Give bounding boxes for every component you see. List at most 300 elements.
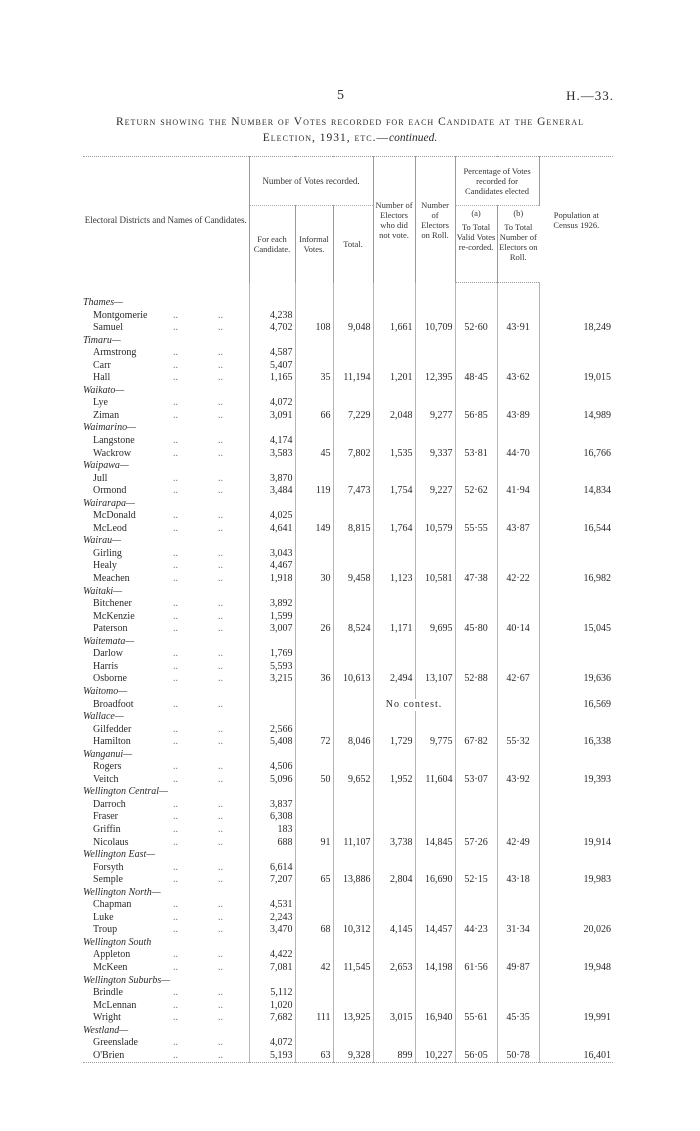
total-votes: 9,652 — [333, 774, 373, 787]
empty-cell — [455, 460, 497, 473]
percentage-electors-roll — [497, 473, 539, 486]
population-value — [539, 724, 613, 737]
leader-dots: .. — [173, 736, 178, 748]
empty-cell — [295, 849, 333, 862]
candidate-row — [83, 523, 613, 536]
candidate-name: Darlow — [93, 648, 123, 660]
candidate-name: McLeod — [93, 522, 127, 534]
percentage-valid-votes — [455, 811, 497, 824]
candidate-name-cell — [83, 761, 249, 774]
district-name: Waimarino— — [83, 422, 249, 435]
total-votes — [333, 899, 373, 912]
candidate-row — [83, 448, 613, 461]
percentage-valid-votes — [455, 510, 497, 523]
candidate-row — [83, 1012, 613, 1025]
electors-not-voted: 1,123 — [373, 573, 415, 586]
leader-dots: .. — [173, 773, 178, 785]
empty-cell — [455, 498, 497, 511]
percentage-electors-roll: 43·89 — [497, 410, 539, 423]
empty-cell — [333, 849, 373, 862]
population-value: 19,948 — [583, 961, 612, 973]
total-votes — [333, 811, 373, 824]
candidate-votes: 7,081 — [249, 962, 295, 975]
leader-dots: .. — [218, 723, 223, 735]
empty-cell — [539, 460, 613, 473]
population-value: 20,026 — [583, 924, 612, 936]
population-value: 19,015 — [583, 372, 612, 384]
leader-dots: .. — [173, 987, 178, 999]
percentage-electors-roll — [497, 347, 539, 360]
empty-cell — [295, 786, 333, 799]
percentage-electors-roll: 40·14 — [497, 623, 539, 636]
population-value — [539, 987, 613, 1000]
population-value — [539, 473, 613, 486]
electors-not-voted — [373, 397, 415, 410]
leader-dots: .. — [173, 510, 178, 522]
leader-dots: .. — [218, 560, 223, 572]
total-votes: 10,312 — [333, 924, 373, 937]
total-votes: 11,194 — [333, 372, 373, 385]
electors-on-roll — [415, 824, 455, 837]
empty-cell — [249, 498, 295, 511]
leader-dots: .. — [218, 547, 223, 559]
percentage-electors-roll: 43·92 — [497, 774, 539, 787]
informal-votes: 72 — [295, 736, 333, 749]
candidate-name: Fraser — [93, 811, 118, 823]
candidate-name-cell — [83, 448, 249, 461]
empty-cell — [497, 786, 539, 799]
candidate-name: Hamilton — [93, 736, 131, 748]
header-did-not-vote: Number of Electors who did not vote. — [373, 157, 415, 283]
electors-not-voted: 2,653 — [373, 962, 415, 975]
empty-cell — [333, 385, 373, 398]
empty-cell — [333, 297, 373, 310]
percentage-electors-roll — [497, 360, 539, 373]
empty-cell — [415, 849, 455, 862]
leader-dots: .. — [218, 359, 223, 371]
district-name: Waitaki— — [83, 586, 249, 599]
candidate-row — [83, 310, 613, 323]
candidate-name-cell — [83, 410, 249, 423]
candidate-votes: 7,207 — [249, 874, 295, 887]
population-value — [539, 347, 613, 360]
electors-on-roll — [415, 510, 455, 523]
candidate-votes: 5,193 — [249, 1050, 295, 1063]
empty-cell — [497, 699, 539, 712]
empty-cell — [373, 535, 415, 548]
electors-not-voted — [373, 1000, 415, 1013]
percentage-electors-roll — [497, 611, 539, 624]
population-value: 18,249 — [583, 322, 612, 334]
population-value: 19,983 — [583, 874, 612, 886]
no-contest-note: No contest. — [373, 699, 455, 712]
district-row — [83, 335, 613, 348]
leader-dots: .. — [173, 573, 178, 585]
empty-cell — [295, 749, 333, 762]
district-row — [83, 711, 613, 724]
header-percentage-group: Percentage of Votes recorded for Candidates elected — [455, 157, 539, 206]
district-name: Waitomo— — [83, 686, 249, 699]
empty-cell — [249, 711, 295, 724]
leader-dots: .. — [218, 573, 223, 585]
electors-not-voted: 3,738 — [373, 837, 415, 850]
district-name: Thames— — [83, 297, 249, 310]
candidate-name: O'Brien — [93, 1049, 125, 1061]
total-votes: 11,545 — [333, 962, 373, 975]
empty-cell — [415, 975, 455, 988]
candidate-row — [83, 473, 613, 486]
empty-cell — [373, 1025, 415, 1038]
total-votes — [333, 598, 373, 611]
electors-on-roll: 9,775 — [415, 736, 455, 749]
candidate-row — [83, 1050, 613, 1063]
electors-not-voted — [373, 824, 415, 837]
empty-cell — [333, 460, 373, 473]
candidate-row — [83, 949, 613, 962]
population-value — [539, 862, 613, 875]
candidate-name-cell — [83, 560, 249, 573]
candidate-name-cell — [83, 1000, 249, 1013]
candidate-votes: 3,484 — [249, 485, 295, 498]
district-name: Westland— — [83, 1025, 249, 1038]
election-returns-table — [83, 156, 613, 1063]
candidate-votes: 5,096 — [249, 774, 295, 787]
population-value: 19,991 — [583, 1012, 612, 1024]
population-value — [539, 949, 613, 962]
informal-votes — [295, 724, 333, 737]
total-votes: 8,046 — [333, 736, 373, 749]
leader-dots: .. — [173, 485, 178, 497]
empty-cell — [373, 711, 415, 724]
population-value — [539, 560, 613, 573]
candidate-row — [83, 874, 613, 887]
percentage-valid-votes — [455, 397, 497, 410]
total-votes — [333, 761, 373, 774]
leader-dots: .. — [218, 372, 223, 384]
informal-votes — [295, 1037, 333, 1050]
candidate-votes: 4,467 — [249, 560, 295, 573]
electors-not-voted — [373, 510, 415, 523]
table-header — [83, 157, 613, 283]
empty-cell — [455, 711, 497, 724]
empty-cell — [373, 636, 415, 649]
district-row — [83, 498, 613, 511]
empty-cell — [249, 636, 295, 649]
empty-cell — [295, 699, 333, 712]
candidate-name: McDonald — [93, 510, 136, 522]
empty-cell — [539, 586, 613, 599]
candidate-name-cell — [83, 724, 249, 737]
electors-on-roll: 16,690 — [415, 874, 455, 887]
candidate-name-cell — [83, 1012, 249, 1025]
empty-cell — [249, 686, 295, 699]
electors-on-roll — [415, 661, 455, 674]
spacer-cell — [373, 283, 415, 298]
percentage-valid-votes: 55·55 — [455, 523, 497, 536]
percentage-electors-roll: 43·62 — [497, 372, 539, 385]
leader-dots: .. — [173, 623, 178, 635]
candidate-row — [83, 347, 613, 360]
electors-not-voted — [373, 435, 415, 448]
leader-dots: .. — [173, 874, 178, 886]
empty-cell — [539, 636, 613, 649]
district-row — [83, 887, 613, 900]
percentage-electors-roll — [497, 824, 539, 837]
candidate-name: McKeen — [93, 961, 128, 973]
leader-dots: .. — [218, 823, 223, 835]
leader-dots: .. — [218, 623, 223, 635]
district-name: Wellington East— — [83, 849, 249, 862]
empty-cell — [455, 786, 497, 799]
candidate-name: Appleton — [93, 949, 131, 961]
electors-on-roll — [415, 473, 455, 486]
candidate-name: Brindle — [93, 987, 123, 999]
electors-not-voted: 1,754 — [373, 485, 415, 498]
empty-cell — [333, 422, 373, 435]
informal-votes: 66 — [295, 410, 333, 423]
candidate-row — [83, 1000, 613, 1013]
percentage-valid-votes — [455, 347, 497, 360]
leader-dots: .. — [218, 874, 223, 886]
electors-on-roll — [415, 761, 455, 774]
electors-on-roll: 9,337 — [415, 448, 455, 461]
candidate-name: Broadfoot — [93, 698, 134, 710]
informal-votes — [295, 661, 333, 674]
total-votes — [333, 648, 373, 661]
leader-dots: .. — [173, 961, 178, 973]
total-votes — [333, 360, 373, 373]
percentage-valid-votes — [455, 761, 497, 774]
candidate-votes: 1,599 — [249, 611, 295, 624]
candidate-row — [83, 598, 613, 611]
candidate-name: Luke — [93, 911, 114, 923]
leader-dots: .. — [218, 472, 223, 484]
spacer-cell — [295, 283, 333, 298]
percentage-electors-roll — [497, 397, 539, 410]
population-value: 16,401 — [539, 1050, 613, 1063]
percentage-valid-votes — [455, 598, 497, 611]
candidate-votes: 4,174 — [249, 435, 295, 448]
candidate-row — [83, 510, 613, 523]
electors-not-voted — [373, 949, 415, 962]
leader-dots: .. — [173, 1049, 178, 1061]
leader-dots: .. — [218, 322, 223, 334]
empty-cell — [539, 1025, 613, 1038]
percentage-valid-votes — [455, 548, 497, 561]
informal-votes: 68 — [295, 924, 333, 937]
empty-cell — [249, 786, 295, 799]
empty-cell — [455, 1025, 497, 1038]
population-value: 16,338 — [583, 736, 612, 748]
informal-votes — [295, 310, 333, 323]
empty-cell — [333, 749, 373, 762]
informal-votes: 111 — [295, 1012, 333, 1025]
population-value — [539, 397, 613, 410]
empty-cell — [373, 422, 415, 435]
electors-not-voted: 1,661 — [373, 322, 415, 335]
population-value: 14,834 — [583, 485, 612, 497]
candidate-row — [83, 611, 613, 624]
empty-cell — [455, 422, 497, 435]
empty-cell — [539, 686, 613, 699]
candidate-name: Samuel — [93, 322, 123, 334]
percentage-valid-votes: 52·88 — [455, 673, 497, 686]
percentage-valid-votes: 53·81 — [455, 448, 497, 461]
percentage-electors-roll — [497, 1000, 539, 1013]
candidate-votes: 2,243 — [249, 912, 295, 925]
percentage-valid-votes — [455, 899, 497, 912]
empty-cell — [373, 686, 415, 699]
empty-cell — [295, 460, 333, 473]
candidate-votes: 5,408 — [249, 736, 295, 749]
total-votes: 9,458 — [333, 573, 373, 586]
district-name: Wellington Central— — [83, 786, 249, 799]
percentage-valid-votes: 61·56 — [455, 962, 497, 975]
leader-dots: .. — [173, 723, 178, 735]
empty-cell — [497, 586, 539, 599]
electors-on-roll: 10,579 — [415, 523, 455, 536]
candidate-votes: 3,043 — [249, 548, 295, 561]
candidate-name-cell — [83, 837, 249, 850]
leader-dots: .. — [218, 1049, 223, 1061]
leader-dots: .. — [173, 861, 178, 873]
empty-cell — [455, 699, 497, 712]
candidate-name: Nicolaus — [93, 836, 129, 848]
district-name: Waipawa— — [83, 460, 249, 473]
title-continued: continued. — [389, 132, 438, 144]
leader-dots: .. — [173, 648, 178, 660]
candidate-row — [83, 485, 613, 498]
empty-cell — [415, 887, 455, 900]
percentage-electors-roll: 43·18 — [497, 874, 539, 887]
empty-cell — [249, 937, 295, 950]
empty-cell — [249, 1025, 295, 1038]
percentage-valid-votes — [455, 661, 497, 674]
spacer-cell — [249, 283, 295, 298]
candidate-votes: 2,566 — [249, 724, 295, 737]
percentage-valid-votes: 57·26 — [455, 837, 497, 850]
district-name: Wairarapa— — [83, 498, 249, 511]
candidate-name: Troup — [93, 924, 118, 936]
empty-cell — [373, 385, 415, 398]
percentage-electors-roll: 43·91 — [497, 322, 539, 335]
leader-dots: .. — [218, 648, 223, 660]
electors-on-roll: 10,227 — [415, 1050, 455, 1063]
leader-dots: .. — [173, 761, 178, 773]
percentage-electors-roll — [497, 811, 539, 824]
percentage-valid-votes — [455, 473, 497, 486]
electors-not-voted: 1,201 — [373, 372, 415, 385]
candidate-name-cell — [83, 510, 249, 523]
leader-dots: .. — [218, 836, 223, 848]
population-value — [539, 811, 613, 824]
electors-not-voted — [373, 862, 415, 875]
district-row — [83, 786, 613, 799]
percentage-valid-votes — [455, 611, 497, 624]
candidate-votes: 4,506 — [249, 761, 295, 774]
total-votes: 7,473 — [333, 485, 373, 498]
total-votes — [333, 1000, 373, 1013]
empty-cell — [539, 749, 613, 762]
leader-dots: .. — [218, 961, 223, 973]
empty-cell — [497, 297, 539, 310]
electors-not-voted: 1,171 — [373, 623, 415, 636]
empty-cell — [295, 686, 333, 699]
candidate-row — [83, 799, 613, 812]
empty-cell — [333, 1025, 373, 1038]
electors-on-roll: 10,581 — [415, 573, 455, 586]
candidate-name: Forsyth — [93, 861, 124, 873]
electors-on-roll: 12,395 — [415, 372, 455, 385]
spacer-cell — [455, 283, 497, 298]
candidate-name: McKenzie — [93, 610, 135, 622]
header-total: Total. — [333, 206, 373, 283]
electors-not-voted — [373, 347, 415, 360]
candidate-votes: 3,892 — [249, 598, 295, 611]
informal-votes: 108 — [295, 322, 333, 335]
informal-votes — [295, 824, 333, 837]
candidate-name-cell — [83, 397, 249, 410]
empty-cell — [497, 422, 539, 435]
empty-cell — [539, 975, 613, 988]
leader-dots: .. — [173, 660, 178, 672]
informal-votes: 63 — [295, 1050, 333, 1063]
candidate-name-cell — [83, 699, 249, 712]
electors-on-roll — [415, 799, 455, 812]
district-name: Wairau— — [83, 535, 249, 548]
leader-dots: .. — [173, 1012, 178, 1024]
empty-cell — [249, 749, 295, 762]
percentage-electors-roll — [497, 648, 539, 661]
empty-cell — [415, 335, 455, 348]
district-row — [83, 460, 613, 473]
empty-cell — [373, 335, 415, 348]
informal-votes: 65 — [295, 874, 333, 887]
informal-votes: 119 — [295, 485, 333, 498]
percentage-valid-votes: 48·45 — [455, 372, 497, 385]
empty-cell — [249, 849, 295, 862]
empty-cell — [373, 460, 415, 473]
leader-dots: .. — [218, 861, 223, 873]
candidate-name: Harris — [93, 660, 118, 672]
candidate-name-cell — [83, 347, 249, 360]
electors-on-roll: 14,457 — [415, 924, 455, 937]
empty-cell — [333, 975, 373, 988]
electors-on-roll — [415, 899, 455, 912]
informal-votes — [295, 799, 333, 812]
leader-dots: .. — [173, 999, 178, 1011]
leader-dots: .. — [218, 435, 223, 447]
total-votes: 13,886 — [333, 874, 373, 887]
percentage-electors-roll — [497, 799, 539, 812]
population-value: 16,766 — [583, 447, 612, 459]
candidate-name: Semple — [93, 874, 123, 886]
electors-not-voted — [373, 473, 415, 486]
electors-on-roll — [415, 648, 455, 661]
candidate-row — [83, 899, 613, 912]
total-votes — [333, 949, 373, 962]
leader-dots: .. — [218, 736, 223, 748]
candidate-name-cell — [83, 736, 249, 749]
leader-dots: .. — [173, 673, 178, 685]
leader-dots: .. — [218, 1012, 223, 1024]
district-row — [83, 975, 613, 988]
page-number: 5 — [337, 88, 344, 103]
electors-on-roll — [415, 435, 455, 448]
candidate-row — [83, 837, 613, 850]
leader-dots: .. — [218, 660, 223, 672]
candidate-row — [83, 724, 613, 737]
